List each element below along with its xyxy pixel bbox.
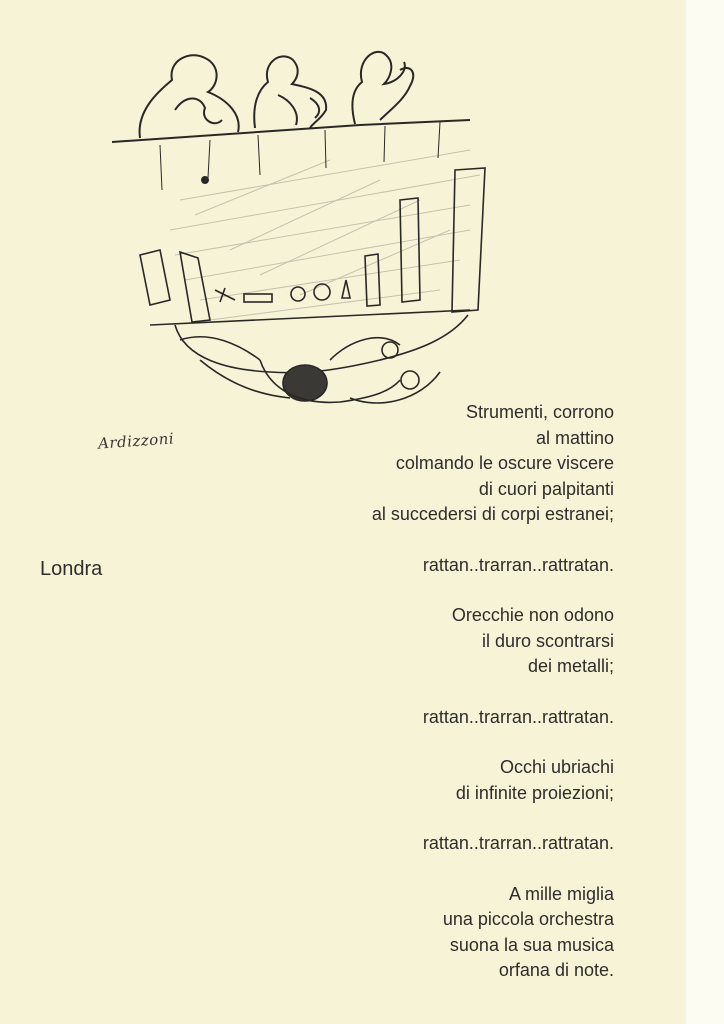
balcony-railing: [112, 120, 470, 190]
stanza-6: [372, 831, 614, 857]
stanza-7: [372, 882, 614, 984]
city-label: Londra: [40, 558, 103, 580]
stanza-3: [372, 603, 614, 680]
poem-refrain: rattan..trarran..rattratan.: [422, 706, 614, 727]
poem-line: A mille miglia: [508, 883, 614, 904]
stanza-2: [372, 553, 614, 579]
poem-line: orfana di note.: [498, 960, 614, 980]
poem-line: il duro scontrarsi: [481, 630, 614, 651]
poem-line: Occhi ubriachi: [499, 757, 614, 777]
pencil-shading: [170, 150, 480, 320]
orchestra-pit: [140, 168, 485, 403]
poem-line: di cuori palpitanti: [478, 478, 614, 499]
stanza-4: [372, 705, 614, 731]
poem-line: al succedersi di corpi estranei;: [371, 504, 614, 524]
poem-line: suona la sua musica: [449, 934, 614, 955]
poem-line: una piccola orchestra: [442, 909, 614, 929]
artist-signature: Ardizzoni: [97, 429, 175, 453]
poem-line: di infinite proiezioni;: [455, 782, 614, 803]
orchestra-sketch: [0, 0, 686, 460]
poem-line: Orecchie non odono: [451, 605, 614, 625]
stanza-1: [372, 400, 614, 528]
page-edge: [686, 0, 724, 1024]
poem-line: dei metalli;: [527, 656, 614, 676]
stanza-5: [372, 755, 614, 806]
poem-line: al mattino: [535, 427, 614, 448]
poem-refrain: rattan..trarran..rattratan.: [422, 554, 614, 575]
poem-line: Strumenti, corrono: [465, 402, 614, 422]
poem-line: colmando le oscure viscere: [395, 453, 614, 473]
poem: [372, 400, 614, 1009]
poem-refrain: rattan..trarran..rattratan.: [422, 833, 614, 853]
